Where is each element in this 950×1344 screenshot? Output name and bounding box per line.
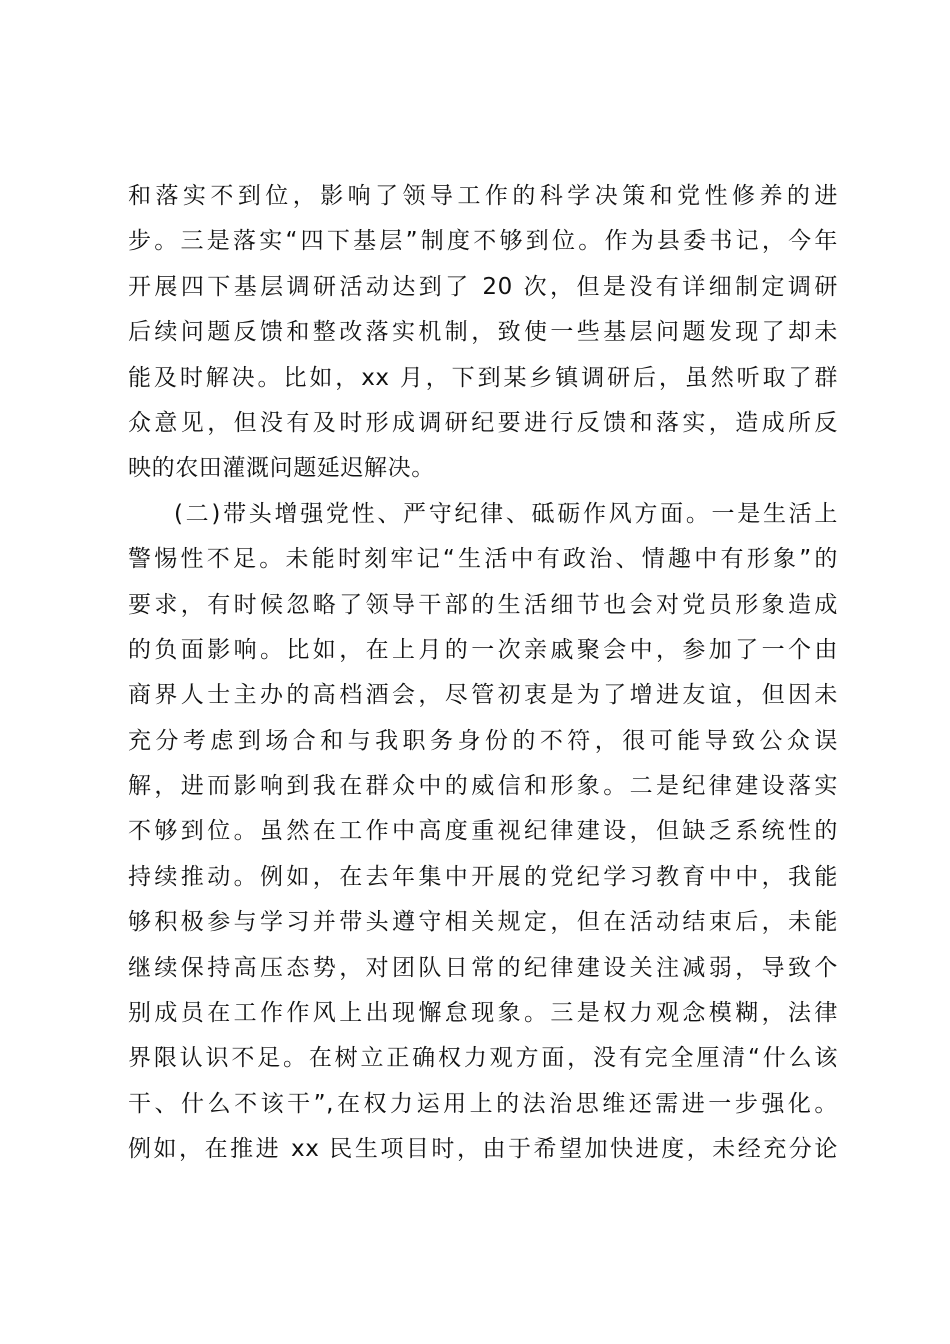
text-line: 后续问题反馈和整改落实机制，致使一些基层问题发现了却未 [128,319,838,346]
text-line: 能及时解决。比如，xx 月，下到某乡镇调研后，虽然听取了群 [128,364,838,391]
text-line: 别成员在工作作风上出现懈怠现象。三是权力观念模糊，法律 [128,1000,838,1027]
text-line: 商界人士主办的高档酒会，尽管初衷是为了增进友谊，但因未 [128,682,838,709]
text-line: 和落实不到位，影响了领导工作的科学决策和党性修养的进 [128,183,838,209]
text-line: 例如，在推进 xx 民生项目时，由于希望加快进度，未经充分论 [128,1136,838,1163]
text-line: 继续保持高压态势，对团队日常的纪律建设关注减弱，导致个 [128,954,838,981]
text-line: 映的农田灌溉问题延迟解决。 [128,455,435,482]
text-line: 要求，有时候忽略了领导干部的生活细节也会对党员形象造成 [128,591,838,618]
text-line: 够积极参与学习并带头遵守相关规定，但在活动结束后，未能 [128,909,838,936]
text-line: 步。三是落实“四下基层”制度不够到位。作为县委书记，今年 [128,228,838,255]
section-heading-line: (二)带头增强党性、严守纪律、砥砺作风方面。一是生活上 [174,500,838,527]
text-line: 不够到位。虽然在工作中高度重视纪律建设，但缺乏系统性的 [128,818,838,845]
text-line: 持续推动。例如，在去年集中开展的党纪学习教育中中，我能 [128,863,838,890]
text-line: 干、什么不该干”,在权力运用上的法治思维还需进一步强化。 [128,1090,838,1117]
text-line: 充分考虑到场合和与我职务身份的不符，很可能导致公众误 [128,727,838,754]
text-line: 众意见，但没有及时形成调研纪要进行反馈和落实，造成所反 [128,409,838,436]
body-text [128,174,838,1173]
text-line: 开展四下基层调研活动达到了 20 次，但是没有详细制定调研 [128,273,838,300]
text-line: 解，进而影响到我在群众中的威信和形象。二是纪律建设落实 [128,773,838,800]
text-line: 的负面影响。比如，在上月的一次亲戚聚会中，参加了一个由 [128,636,838,663]
text-line: 界限认识不足。在树立正确权力观方面，没有完全厘清“什么该 [128,1045,838,1072]
text-line: 警惕性不足。未能时刻牢记“生活中有政治、情趣中有形象”的 [128,546,838,573]
